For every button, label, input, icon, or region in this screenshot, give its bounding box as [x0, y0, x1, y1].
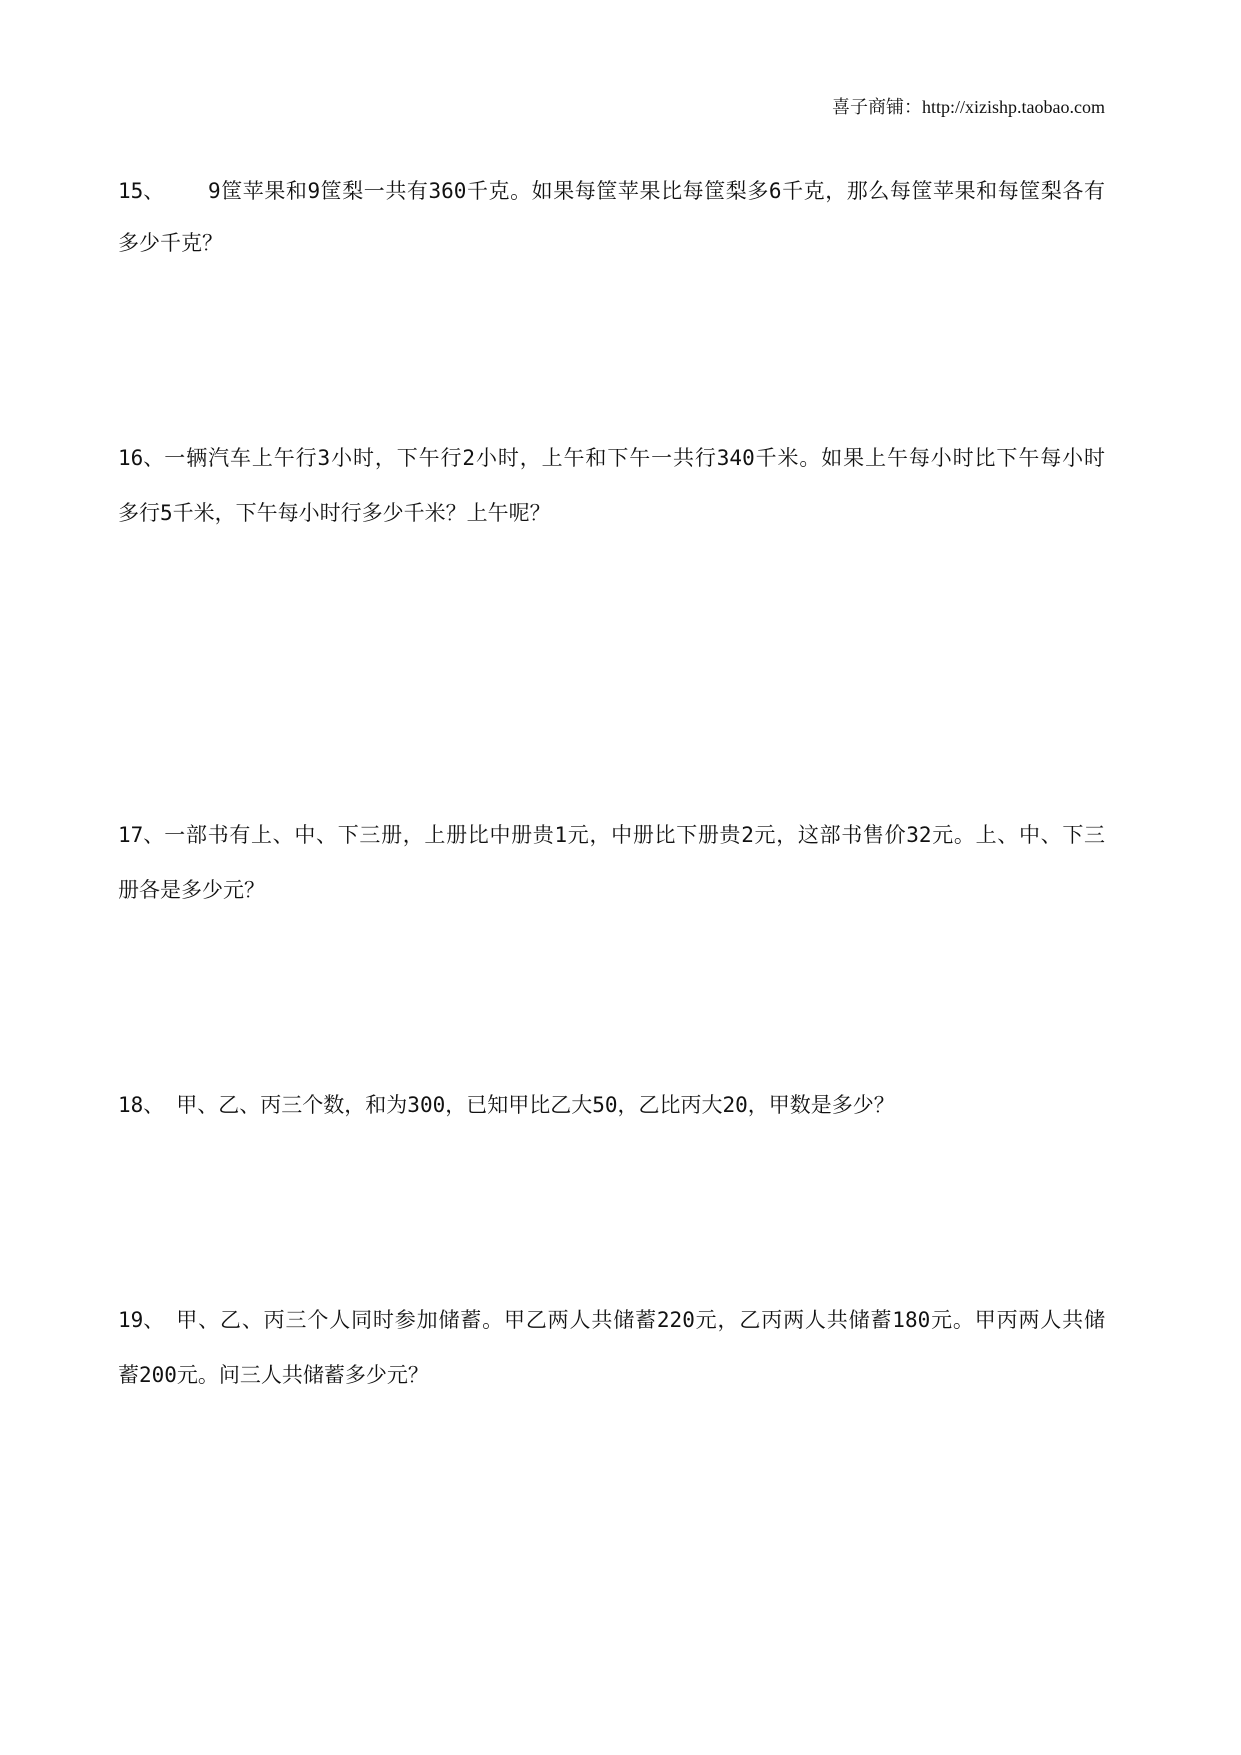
question-text-line: 甲、乙、丙三个人同时参加储蓄。甲乙两人共储蓄220元，乙丙两人共储蓄180元。甲丙两人共储: [176, 1308, 1105, 1332]
question-text-line: 蓄200元。问三人共储蓄多少元？: [118, 1363, 429, 1387]
question-number: 19、: [118, 1308, 165, 1332]
question-number: 15、: [118, 179, 165, 203]
question-text-line: 一辆汽车上午行3小时，下午行2小时，上午和下午一共行340千米。如果上午每小时比下午每小时: [164, 446, 1105, 470]
page-header: 喜子商铺：http://xizishp.taobao.com: [832, 97, 1105, 117]
question-text-line: 册各是多少元？: [118, 878, 265, 902]
question-number: 18、: [118, 1093, 165, 1117]
question-text-line: 多少千克？: [118, 231, 223, 255]
question-text-line: 多行5千米，下午每小时行多少千米？上午呢？: [118, 501, 551, 525]
question-text-line: 甲、乙、丙三个数，和为300，已知甲比乙大50，乙比丙大20，甲数是多少？: [176, 1093, 895, 1117]
question-text-line: 9筐苹果和9筐梨一共有360千克。如果每筐苹果比每筐梨多6千克，那么每筐苹果和每筐梨各有: [208, 179, 1105, 203]
question-number: 17、: [118, 823, 165, 847]
question-number: 16、: [118, 446, 165, 470]
question-text-line: 一部书有上、中、下三册，上册比中册贵1元，中册比下册贵2元，这部书售价32元。上、中、下三: [164, 823, 1105, 847]
